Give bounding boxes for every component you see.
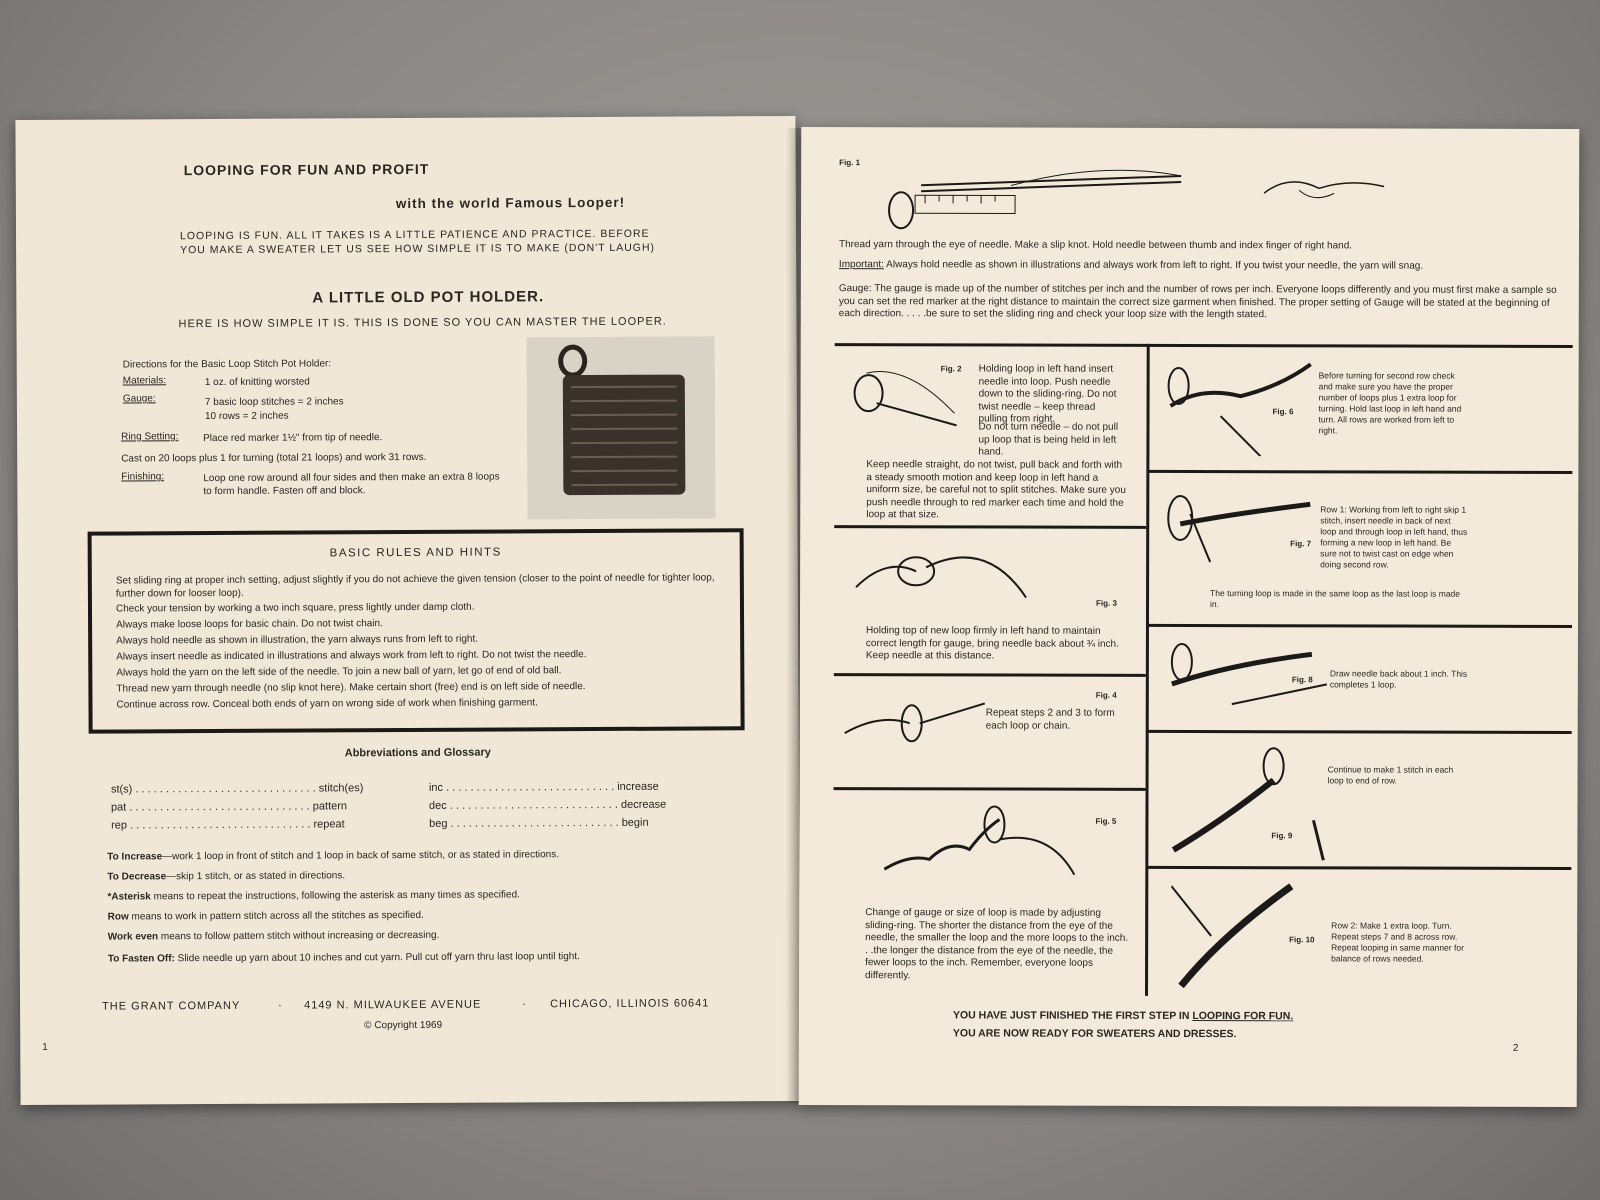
gauge-line-1: 7 basic loop stitches = 2 inches (204, 396, 344, 409)
glossary-row: inc . . . . . . . . . . . . . . . . . . . . . . . . . . . . increase (428, 780, 659, 794)
divider (1147, 866, 1571, 870)
column-divider (1145, 344, 1150, 996)
gauge-line-2: 10 rows = 2 inches (204, 410, 289, 423)
footer-city: CHICAGO, ILLINOIS 60641 (550, 997, 710, 1011)
materials-value: 1 oz. of knitting worsted (204, 376, 310, 389)
fig-6-label: Fig. 6 (1272, 407, 1294, 417)
finishing-value: Loop one row around all four sides and then make an extra 8 loops to form handle. Fasten off and block. (203, 471, 500, 497)
fig-7-illustration (1160, 484, 1320, 564)
divider (834, 673, 1146, 677)
fig-1-label: Fig. 1 (839, 158, 861, 168)
left-page: LOOPING FOR FUN AND PROFIT with the world Famous Looper! LOOPING IS FUN. ALL IT TAKES IS A LITTLE PATIENCE AND PRACTICE. BEFORE YOU MAKE A SWEATER LET US SEE HOW SIMPLE IT IS TO MAKE (DON'T LAUGH) A LITTLE OLD POT HOLDER. HERE IS HOW SIMPLE IT IS. THIS IS DONE SO YOU CAN MASTER THE LOOPER. Directions for the Basic Loop Stitch Pot Holder: Materials: 1 oz. of knitting worsted Gauge: 7 basic loop stitches = 2 inches 10 rows = 2 inches Ring Setting: Place red marker 1½" from tip of needle. Cast on 20 loops plus 1 for turning (total 21 loops) and work 31 rows. Finishing: Loop one row around all four sides and then make an extra 8 loops to form handle. Fasten off and block. BASIC RULES AND HINTS Set sliding ring at proper inch setting, adjust slightly if you do not achieve the given tension (closer to the point of needle for tighter loop, further down for looser loop). Check your tension by working a two inch square, press lightly under damp cloth. Always make loose loops for basic chain. Do not twist chain. Always hold needle as shown in illustration, the yarn always runs from left to right. Always insert needle as indicated in illustrations and always work from left to right. Do not twist the needle. Always hold the yarn on the left side of the needle. To join a new ball of yarn, let go of end of old ball. Thread new yarn through needle (no slip knot here). Make certain short (free) end is on left side of needle. Continue across row. Conceal both ends of yarn on wrong side of work when finishing garment. Abbreviations and Glossary st(s) . . . . . . . . . . . . . . . . . . . . . . . . . . . . . . stitch(es) inc . . . . . . . . . . . . . . . . . . . . . . . . . . . . increase pat . . . . . . . . . . . . . . . . . . . . . . . . . . . . . . pattern dec . . . . . . . . . . . . . . . . . . . . . . . . . . . . decrease rep . . . . . . . . . . . . . . . . . . . . . . . . . . . . . . repeat beg . . . . . . . . . . . . . . . . . . . . . . . . . . . . begin To Increase—work 1 loop in front of stitch and 1 loop in back of same stitch, or as stated in directions. To Decrease—skip 1 stitch, or as stated in directions. *Asterisk means to repeat the instructions, following the asterisk as many times as specified. Row means to work in pattern stitch across all the stitches as specified. Work even means to follow pattern stitch without increasing or decreasing. To Fasten Off: Slide needle up yarn about 10 inches and cut yarn. Pull cut off yarn thru last loop until tight. THE GRANT COMPANY · 4149 N. MILWAUKEE AVENUE · CHICAGO, ILLINOIS 60641 © Copyright 1969 1 (15, 116, 800, 1105)
section-subheading: HERE IS HOW SIMPLE IT IS. THIS IS DONE SO YOU CAN MASTER THE LOOPER. (178, 315, 667, 331)
finishing-label: Finishing: (121, 471, 165, 483)
divider (1148, 470, 1572, 474)
ring-setting-label: Ring Setting: (121, 431, 179, 443)
page-subtitle: with the world Famous Looper! (395, 194, 626, 212)
fig-3-text: Holding top of new loop firmly in left hand to maintain correct length for gauge, bring needle back about ¾ inch. Keep needle at this distance. (865, 625, 1119, 662)
fig-2-text-2: Do not turn needle – do not pull up loop that is being held in left hand. (978, 421, 1119, 458)
glossary-row: pat . . . . . . . . . . . . . . . . . . . . . . . . . . . . . . pattern (110, 800, 348, 814)
materials-label: Materials: (122, 375, 167, 387)
rule-item: Always insert needle as indicated in illustrations and always work from left to right. Do not twist the needle. (116, 649, 587, 663)
gauge-label: Gauge: (122, 393, 156, 405)
definition: Row means to work in pattern stitch across all the stitches as specified. (107, 909, 424, 923)
fig-9-label: Fig. 9 (1271, 831, 1293, 841)
footer-address: 4149 N. MILWAUKEE AVENUE (304, 998, 482, 1012)
cast-on-text: Cast on 20 loops plus 1 for turning (total 21 loops) and work 31 rows. (121, 451, 427, 465)
right-page (799, 127, 1580, 1107)
ring-setting-value: Place red marker 1½" from tip of needle. (203, 432, 383, 445)
closing-line-2: YOU ARE NOW READY FOR SWEATERS AND DRESSES. (952, 1027, 1237, 1041)
fig-7-label: Fig. 7 (1290, 539, 1312, 549)
fig-2-text-3: Keep needle straight, do not twist, pull back and forth with a steady smooth motion and keep loop in left hand a uniform size, be careful not to split stitches. Make sure you push needle through to red marker each time and hold the loop at that size. (866, 459, 1126, 521)
fig-10-illustration (1171, 876, 1301, 992)
fig-4-illustration (840, 683, 990, 773)
fig-8-text: Draw needle back about 1 inch. This completes 1 loop. (1329, 668, 1468, 690)
closing-line-1: YOU HAVE JUST FINISHED THE FIRST STEP IN LOOPING FOR FUN. (952, 1009, 1294, 1023)
fig-10-label: Fig. 10 (1289, 935, 1315, 945)
fig-3-label: Fig. 3 (1096, 598, 1117, 608)
fig-1-hand-illustration (1259, 168, 1389, 208)
glossary-row: beg . . . . . . . . . . . . . . . . . . . . . . . . . . . . begin (429, 816, 649, 830)
page-number: 1 (42, 1041, 48, 1053)
rule-item: Continue across row. Conceal both ends of yarn on wrong side of work when finishing garment. (116, 697, 538, 711)
rule-item: Thread new yarn through needle (no slip knot here). Make certain short (free) end is on left side of needle. (116, 681, 586, 695)
fig-5-text: Change of gauge or size of loop is made by adjusting sliding-ring. The shorter the distance from the eye of the needle, the smaller the loop and the more loops to the inch. . .the longer the distance from the eye of the needle, the fewer loops to the inch. Remember, everyone loops differently. (865, 907, 1129, 981)
fig-3-illustration (846, 537, 1046, 618)
fig-7-text: Row 1: Working from left to right skip 1 stitch, insert needle in back of next loop and through loop in left hand, thus forming a new loop in left hand. Be sure not to twist cast on edge when doing second row. (1320, 504, 1468, 570)
definition: Work even means to follow pattern stitch without increasing or decreasing. (107, 929, 440, 943)
copyright: © Copyright 1969 (364, 1019, 443, 1032)
definition: To Fasten Off: Slide needle up yarn about 10 inches and cut yarn. Pull cut off yarn thru last loop until tight. (107, 951, 580, 965)
page-title: LOOPING FOR FUN AND PROFIT (183, 160, 430, 179)
top-divider (835, 343, 1573, 348)
footer-company: THE GRANT COMPANY (102, 999, 241, 1013)
gauge-paragraph: Gauge: The gauge is made up of the number of stitches per inch and the number of rows per inch. Everyone loops differently and you must first make a sample so you can set the red marker at the right distance to maintain the correct size garment when finished. The proper setting of Gauge will be stated at the beginning of each direction. . . . .be sure to set the sliding ring and check your loop size with the length stated. (838, 283, 1557, 321)
thread-instruction: Thread yarn through the eye of needle. Make a slip knot. Hold needle between thumb and index finger of right hand. (838, 239, 1353, 252)
fig-5-illustration (879, 799, 1079, 890)
glossary-row: st(s) . . . . . . . . . . . . . . . . . . . . . . . . . . . . . . stitch(es) (110, 782, 364, 796)
fig-7-text-2: The turning loop is made in the same loop as the last loop is made in. (1210, 588, 1461, 610)
fig-2-text: Holding loop in left hand insert needle into loop. Push needle down to the sliding-ring. Do not twist needle – keep thread pulling from right. (978, 363, 1117, 425)
definition: To Decrease—skip 1 stitch, or as stated in directions. (107, 870, 346, 883)
glossary-row: rep . . . . . . . . . . . . . . . . . . . . . . . . . . . . . . repeat (111, 818, 345, 832)
fig-9-text: Continue to make 1 stitch in each loop to end of row. (1327, 764, 1454, 786)
fig-6-illustration (1160, 356, 1320, 456)
fig-4-text: Repeat steps 2 and 3 to form each loop or chain. (985, 707, 1115, 732)
divider (1148, 730, 1572, 734)
rule-item: Always hold needle as shown in illustration, the yarn always runs from left to right. (116, 633, 479, 647)
pot-holder-photo (527, 336, 716, 519)
fig-5-label: Fig. 5 (1095, 816, 1117, 826)
definition: To Increase—work 1 loop in front of stitch and 1 loop in back of same stitch, or as stated in directions. (107, 849, 560, 863)
rule-item: Check your tension by working a two inch square, press lightly under damp cloth. (115, 601, 475, 615)
divider (834, 787, 1146, 791)
fig-1-needle-illustration (881, 155, 1201, 236)
fig-9-illustration (1163, 740, 1333, 860)
fig-6-text: Before turning for second row check and make sure you have the proper number of loops plus 1 extra loop for turning. Hold last loop in left hand and turn. All rows are worked from left to right. (1318, 370, 1462, 436)
rules-title: BASIC RULES AND HINTS (329, 546, 502, 560)
glossary-title: Abbreviations and Glossary (344, 746, 491, 760)
rule-item: Always hold the yarn on the left side of the needle. To join a new ball of yarn, let go of end of old ball. (116, 665, 562, 679)
rules-box (88, 528, 745, 733)
divider (1148, 624, 1572, 628)
fig-10-text: Row 2: Make 1 extra loop. Turn. Repeat steps 7 and 8 across row. Repeat looping in same manner for balance of rows needed. (1331, 920, 1464, 964)
directions-title: Directions for the Basic Loop Stitch Pot Holder: (122, 358, 332, 371)
fig-8-label: Fig. 8 (1291, 675, 1313, 685)
fig-2-label: Fig. 2 (940, 364, 962, 374)
divider (834, 525, 1146, 529)
definition: *Asterisk means to repeat the instructions, following the asterisk as many times as specified. (107, 889, 520, 903)
fig-4-label: Fig. 4 (1095, 690, 1117, 700)
page-number: 2 (1512, 1042, 1519, 1054)
important-note: Important: Always hold needle as shown in illustrations and always work from left to right. If you twist your needle, the yarn will snag. (838, 259, 1424, 272)
rule-item: Set sliding ring at proper inch setting, adjust slightly if you do not achieve the given tension (closer to the point of needle for tighter loop, further down for looser loop). (115, 572, 715, 600)
glossary-row: dec . . . . . . . . . . . . . . . . . . . . . . . . . . . . decrease (428, 798, 667, 812)
rule-item: Always make loose loops for basic chain. Do not twist chain. (116, 618, 383, 631)
section-heading: A LITTLE OLD POT HOLDER. (312, 288, 545, 307)
intro-text: LOOPING IS FUN. ALL IT TAKES IS A LITTLE PATIENCE AND PRACTICE. BEFORE YOU MAKE A SWEATER LET US SEE HOW SIMPLE IT IS TO MAKE (DON'T LAUGH) (180, 227, 656, 257)
